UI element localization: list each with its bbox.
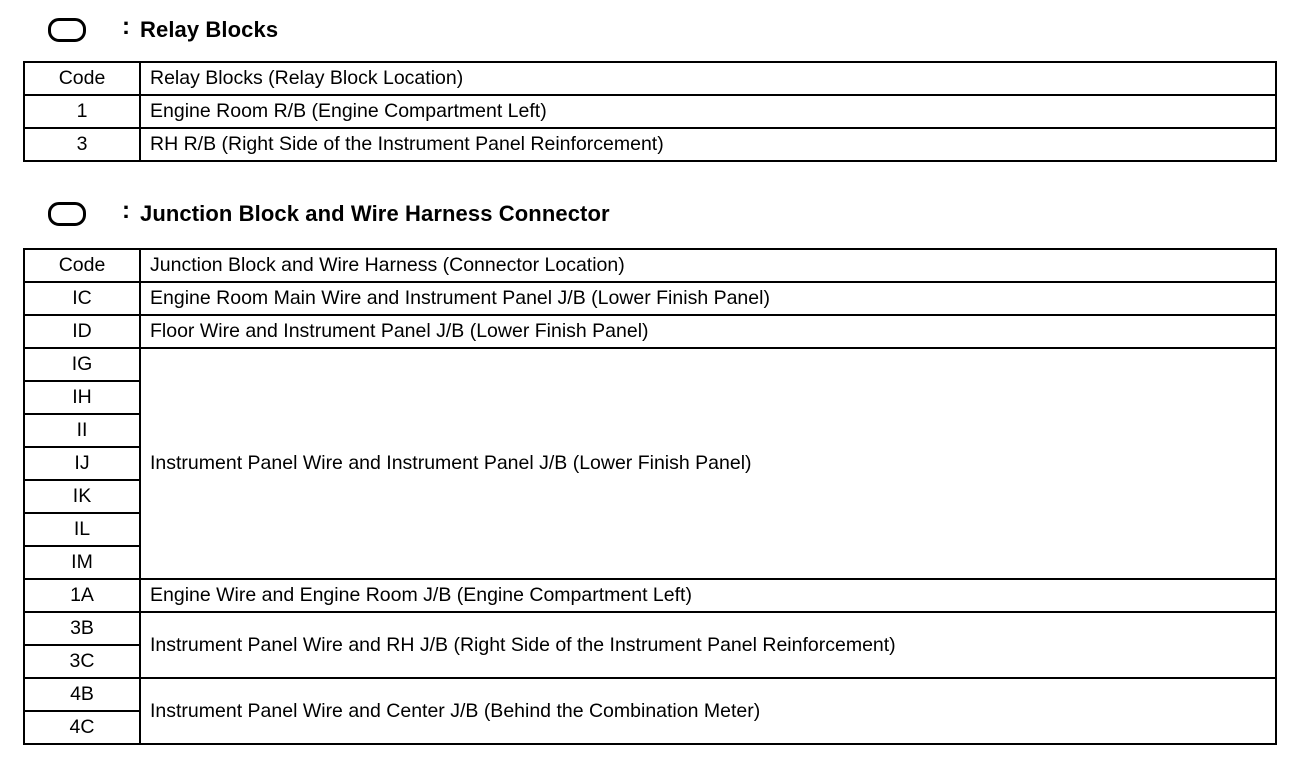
header-code: Code (24, 62, 140, 95)
section-title: Relay Blocks (140, 17, 279, 42)
code-cell: IG (24, 348, 140, 381)
relay-blocks-heading (48, 12, 278, 48)
code-cell: IC (24, 282, 140, 315)
rounded-rectangle-icon (48, 202, 86, 226)
table-row (24, 95, 1276, 128)
code-cell: 1 (24, 95, 140, 128)
table-header-row (24, 62, 1276, 95)
code-cell: ID (24, 315, 140, 348)
description-cell: Engine Wire and Engine Room J/B (Engine Compartment Left) (140, 579, 1276, 612)
table-row (24, 348, 1276, 381)
description-cell: Engine Room Main Wire and Instrument Panel J/B (Lower Finish Panel) (140, 282, 1276, 315)
description-cell: Floor Wire and Instrument Panel J/B (Lower Finish Panel) (140, 315, 1276, 348)
description-cell: Instrument Panel Wire and Center J/B (Behind the Combination Meter) (140, 678, 1276, 744)
code-cell: 4B (24, 678, 140, 711)
description-cell: Instrument Panel Wire and RH J/B (Right Side of the Instrument Panel Reinforcement) (140, 612, 1276, 678)
junction-block-heading (48, 196, 610, 232)
code-cell: 3B (24, 612, 140, 645)
junction-block-table (23, 248, 1277, 745)
table-row (24, 315, 1276, 348)
description-cell: Engine Room R/B (Engine Compartment Left) (140, 95, 1276, 128)
code-cell: 3 (24, 128, 140, 161)
code-cell: II (24, 414, 140, 447)
code-cell: IL (24, 513, 140, 546)
code-cell: 4C (24, 711, 140, 744)
heading-colon: : (122, 13, 130, 40)
rounded-rectangle-icon (48, 18, 86, 42)
table-row (24, 282, 1276, 315)
heading-colon: : (122, 197, 130, 224)
code-cell: IJ (24, 447, 140, 480)
table-row (24, 678, 1276, 711)
section-title: Junction Block and Wire Harness Connector (140, 201, 610, 226)
header-description: Junction Block and Wire Harness (Connector Location) (140, 249, 1276, 282)
header-description: Relay Blocks (Relay Block Location) (140, 62, 1276, 95)
description-cell: Instrument Panel Wire and Instrument Panel J/B (Lower Finish Panel) (140, 348, 1276, 579)
description-cell: RH R/B (Right Side of the Instrument Panel Reinforcement) (140, 128, 1276, 161)
header-code: Code (24, 249, 140, 282)
table-header-row (24, 249, 1276, 282)
code-cell: IM (24, 546, 140, 579)
code-cell: IK (24, 480, 140, 513)
code-cell: 3C (24, 645, 140, 678)
table-row (24, 128, 1276, 161)
code-cell: 1A (24, 579, 140, 612)
relay-blocks-table (23, 61, 1277, 162)
table-row (24, 579, 1276, 612)
table-row (24, 612, 1276, 645)
code-cell: IH (24, 381, 140, 414)
